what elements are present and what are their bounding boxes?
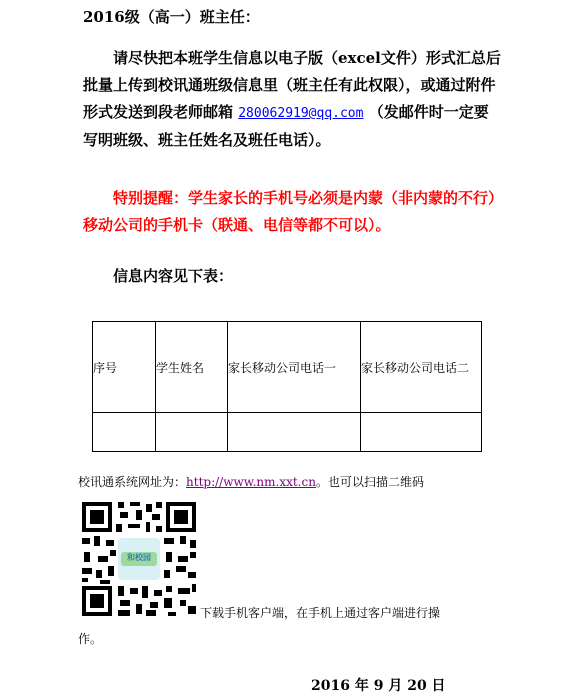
download-instruction-cont: 作。 xyxy=(78,632,103,646)
site-line xyxy=(78,473,424,490)
download-instruction: 下载手机客户端，在手机上通过客户端进行操 xyxy=(200,606,441,620)
table-intro: 信息内容见下表： xyxy=(113,267,234,285)
table-cell[interactable] xyxy=(361,413,482,452)
header-parent-phone-1: 家长移动公司电话一 xyxy=(228,322,361,413)
instruction-text: 请尽快把本班学生信息以电子版（excel文件）形式汇总后批量上传到校讯通班级信息里（班主任有此权限），或通过附件形式发送到段老师邮箱 xyxy=(83,49,501,121)
site-prefix: 校讯通系统网址为： xyxy=(78,475,187,489)
table-cell[interactable] xyxy=(228,413,361,452)
site-suffix: 。也可以扫描二维码 xyxy=(315,475,424,489)
instruction-paragraph xyxy=(83,45,503,154)
document-title: 2016级（高一）班主任： xyxy=(83,8,260,26)
table-row xyxy=(93,413,482,452)
header-parent-phone-2: 家长移动公司电话二 xyxy=(361,322,482,413)
header-student-name: 学生姓名 xyxy=(156,322,228,413)
qr-logo-label: 和校园 xyxy=(127,553,151,562)
email-link[interactable]: 280062919@qq.com xyxy=(238,106,364,121)
site-url-link[interactable]: http://www.nm.xxt.cn xyxy=(186,475,316,489)
table-cell[interactable] xyxy=(93,413,156,452)
header-index: 序号 xyxy=(93,322,156,413)
student-info-table xyxy=(92,321,482,452)
warning-paragraph xyxy=(83,185,503,239)
table-header-row xyxy=(93,322,482,413)
table-cell[interactable] xyxy=(156,413,228,452)
instruction-note: （发邮件时一定要写明班级、班主任姓名及班任电话）。 xyxy=(83,103,489,149)
warning-text: 特别提醒：学生家长的手机号必须是内蒙（非内蒙的不行）移动公司的手机卡（联通、电信等都不可以）。 xyxy=(83,189,504,234)
document-date: 2016 年 9 月 20 日 xyxy=(311,678,446,694)
